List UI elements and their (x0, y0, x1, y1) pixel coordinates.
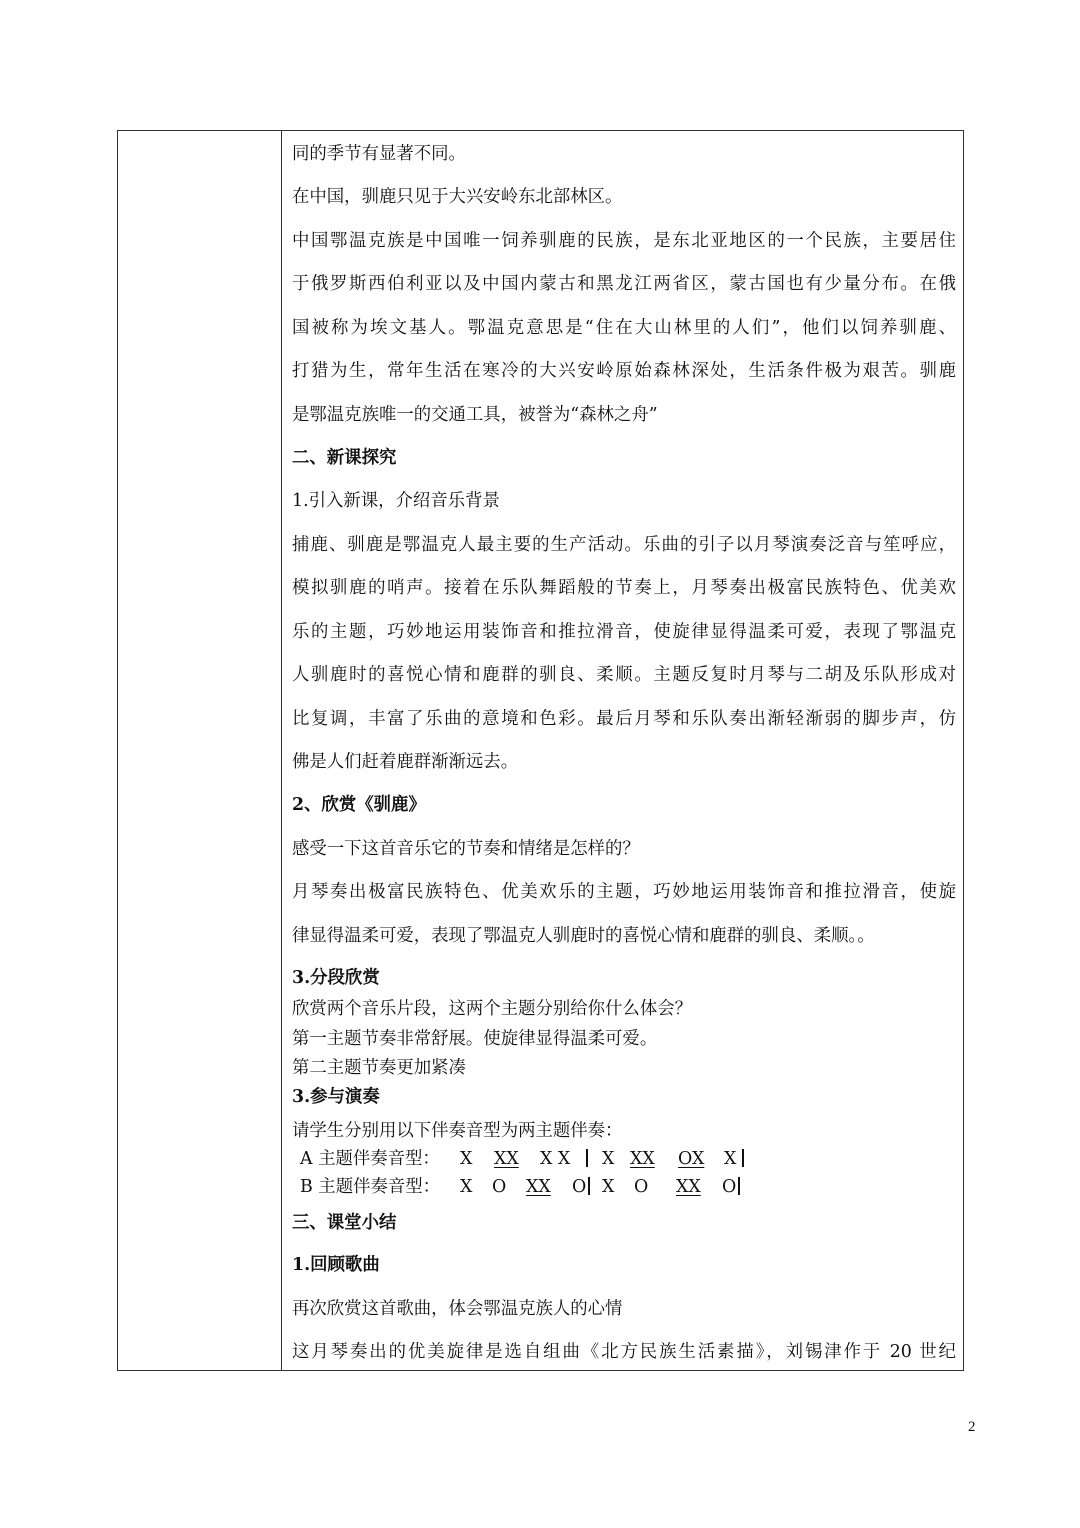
paragraph-line: 请学生分别用以下伴奏音型为两主题伴奏： (292, 1121, 623, 1141)
section-heading: 三、课堂小结 (292, 1213, 397, 1233)
paragraph-line: 比复调，丰富了乐曲的意境和色彩。最后月琴和乐队奏出渐轻渐弱的脚步声，仿 (292, 709, 956, 729)
rhythm-note: X (602, 1177, 615, 1197)
paragraph-line: 打猎为生，常年生活在寒冷的大兴安岭原始森林深处，生活条件极为艰苦。驯鹿 (292, 361, 956, 381)
rhythm-note: OX (678, 1149, 705, 1169)
subsection-heading: 3.分段欣赏 (292, 968, 380, 988)
paragraph-line: 第一主题节奏非常舒展。使旋律显得温柔可爱。 (292, 1029, 658, 1049)
barline (738, 1177, 740, 1195)
barline (588, 1177, 590, 1195)
rhythm-note: O (572, 1177, 587, 1197)
rhythm-note: X (602, 1149, 615, 1169)
rhythm-label: A 主题伴奏音型： (300, 1149, 440, 1169)
paragraph-line: 再次欣赏这首歌曲，体会鄂温克族人的心情 (292, 1299, 623, 1319)
paragraph-line: 是鄂温克族唯一的交通工具，被誉为“森林之舟” (292, 405, 658, 425)
paragraph-line: 在中国，驯鹿只见于大兴安岭东北部林区。 (292, 187, 623, 207)
paragraph-line: 感受一下这首音乐它的节奏和情绪是怎样的？ (292, 839, 640, 859)
paragraph-line: 于俄罗斯西伯利亚以及中国内蒙古和黑龙江两省区，蒙古国也有少量分布。在俄 (292, 274, 956, 294)
rhythm-pattern-a (300, 1147, 744, 1171)
paragraph-line: 月琴奏出极富民族特色、优美欢乐的主题，巧妙地运用装饰音和推拉滑音，使旋 (292, 882, 956, 902)
barline (742, 1149, 744, 1167)
rhythm-note: XX (630, 1149, 655, 1169)
rhythm-note: X (460, 1149, 473, 1169)
rhythm-note: O (492, 1177, 507, 1197)
rhythm-note: X (724, 1149, 737, 1169)
subsection-heading: 3.参与演奏 (292, 1087, 380, 1107)
paragraph-line: 佛是人们赶着鹿群渐渐远去。 (292, 752, 519, 772)
paragraph-line: 这月琴奏出的优美旋律是选自组曲《北方民族生活素描》，刘锡津作于 20 世纪 (292, 1342, 956, 1362)
paragraph-line: 模拟驯鹿的哨声。接着在乐队舞蹈般的节奏上，月琴奏出极富民族特色、优美欢 (292, 578, 956, 598)
paragraph-line: 中国鄂温克族是中国唯一饲养驯鹿的民族，是东北亚地区的一个民族，主要居住 (292, 231, 956, 251)
paragraph-line: 第二主题节奏更加紧凑 (292, 1058, 466, 1078)
barline (586, 1149, 588, 1167)
rhythm-label: B 主题伴奏音型： (300, 1177, 441, 1197)
table-left-column (118, 131, 282, 1370)
subsection-heading: 1.引入新课，介绍音乐背景 (292, 491, 500, 511)
paragraph-line: 同的季节有显著不同。 (292, 144, 466, 164)
rhythm-note: XX (494, 1149, 519, 1169)
rhythm-note: X (460, 1177, 473, 1197)
subsection-heading: 2、欣赏《驯鹿》 (292, 795, 426, 815)
rhythm-note: O (722, 1177, 737, 1197)
paragraph-line: 欣赏两个音乐片段，这两个主题分别给你什么体会？ (292, 999, 692, 1019)
paragraph-line: 律显得温柔可爱，表现了鄂温克人驯鹿时的喜悦心情和鹿群的驯良、柔顺。。 (292, 926, 875, 946)
rhythm-note: O (634, 1177, 649, 1197)
rhythm-pattern-b (300, 1175, 740, 1199)
subsection-heading: 1.回顾歌曲 (292, 1255, 380, 1275)
lesson-table (117, 130, 964, 1371)
section-heading: 二、新课探究 (292, 448, 397, 468)
paragraph-line: 国被称为埃文基人。鄂温克意思是“住在大山林里的人们”，他们以饲养驯鹿、 (292, 318, 956, 338)
rhythm-note: X X (540, 1149, 571, 1169)
page-number: 2 (968, 1419, 976, 1435)
paragraph-line: 人驯鹿时的喜悦心情和鹿群的驯良、柔顺。主题反复时月琴与二胡及乐队形成对 (292, 665, 956, 685)
paragraph-line: 乐的主题，巧妙地运用装饰音和推拉滑音，使旋律显得温柔可爱，表现了鄂温克 (292, 622, 956, 642)
paragraph-line: 捕鹿、驯鹿是鄂温克人最主要的生产活动。乐曲的引子以月琴演奏泛音与笙呼应， (292, 535, 956, 555)
rhythm-note: XX (676, 1177, 701, 1197)
rhythm-note: XX (526, 1177, 551, 1197)
